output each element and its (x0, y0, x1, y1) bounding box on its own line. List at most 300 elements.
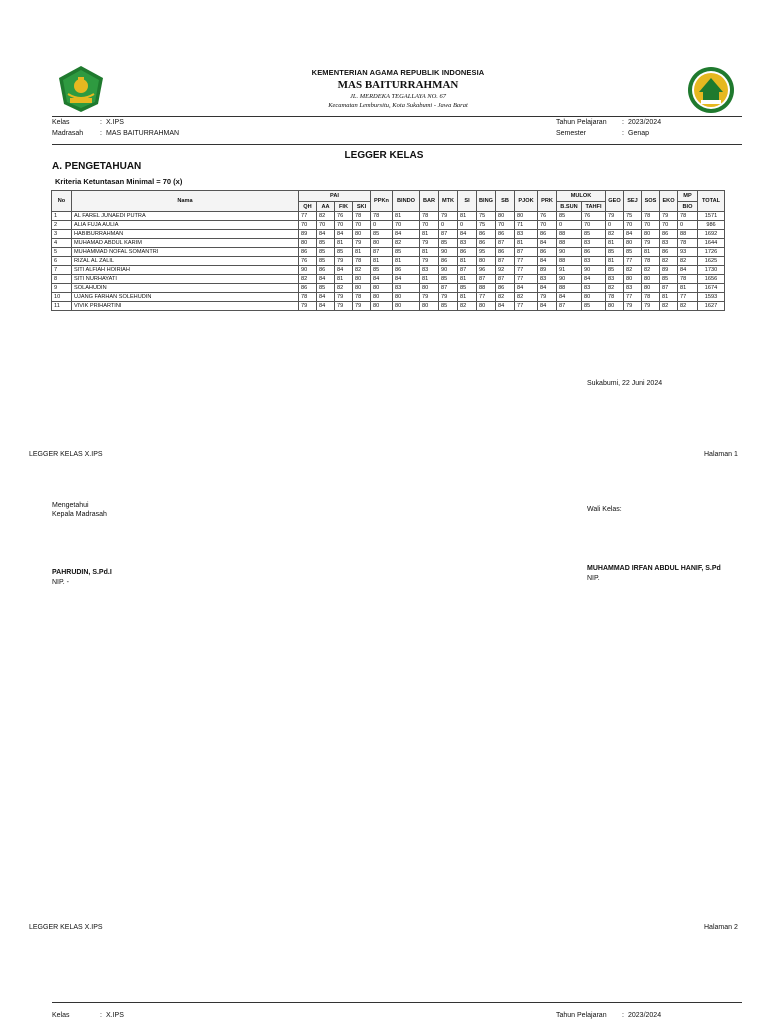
total-cell: 1625 (698, 257, 725, 266)
table-row (52, 257, 725, 266)
grade-cell: 90 (439, 248, 458, 257)
grade-cell: 85 (393, 248, 420, 257)
table-row (52, 221, 725, 230)
grade-cell: 84 (678, 266, 698, 275)
grade-cell: 81 (458, 257, 477, 266)
grade-cell: 82 (299, 275, 317, 284)
date-place: Sukabumi, 22 Juni 2024 (587, 380, 663, 387)
student-name: AL FAREL JUNAEDI PUTRA (72, 212, 299, 221)
madrasah-label: Madrasah (52, 130, 84, 137)
table-row (52, 302, 725, 311)
grade-cell: 70 (335, 221, 353, 230)
kelas-sep: : (100, 119, 102, 126)
grade-cell: 76 (582, 212, 606, 221)
grade-cell: 82 (606, 284, 624, 293)
grade-cell: 78 (371, 212, 393, 221)
footer-left-1: LEGGER KELAS X.IPS (29, 451, 103, 458)
grade-cell: 83 (582, 239, 606, 248)
grade-cell: 79 (642, 239, 660, 248)
grade-cell: 86 (477, 239, 496, 248)
grade-cell: 82 (642, 266, 660, 275)
grade-cell: 70 (538, 221, 557, 230)
kepala-label: Kepala Madrasah (52, 511, 107, 518)
grade-cell: 84 (582, 275, 606, 284)
grade-cell: 80 (371, 293, 393, 302)
grade-cell: 96 (477, 266, 496, 275)
grade-cell: 78 (353, 293, 371, 302)
grade-cell: 85 (624, 248, 642, 257)
header-rule (52, 116, 742, 117)
grade-cell: 70 (299, 221, 317, 230)
table-row (52, 212, 725, 221)
kkm-note: Kriteria Ketuntasan Minimal = 70 (x) (55, 177, 183, 186)
document-title: LEGGER KELAS (344, 150, 424, 161)
grade-cell: 78 (642, 293, 660, 302)
grade-cell: 77 (515, 266, 538, 275)
table-row (52, 266, 725, 275)
grade-cell: 84 (317, 302, 335, 311)
grade-cell: 0 (557, 221, 582, 230)
student-name: HABIBURRAHMAN (72, 230, 299, 239)
grade-cell: 85 (317, 284, 335, 293)
grade-cell: 87 (458, 266, 477, 275)
grade-cell: 85 (371, 230, 393, 239)
grade-cell: 87 (477, 275, 496, 284)
table-header-row (52, 191, 725, 202)
grade-cell: 81 (335, 239, 353, 248)
row-no: 2 (52, 221, 72, 230)
grade-cell: 88 (678, 230, 698, 239)
grade-cell: 80 (624, 275, 642, 284)
grade-cell: 87 (439, 284, 458, 293)
wali-name: MUHAMMAD IRFAN ABDUL HANIF, S.Pd (587, 565, 721, 572)
col-bindo: BINDO (393, 191, 420, 212)
grade-cell: 79 (606, 212, 624, 221)
grade-cell: 80 (420, 302, 439, 311)
grade-cell: 79 (420, 257, 439, 266)
row-no: 5 (52, 248, 72, 257)
total-cell: 1726 (698, 248, 725, 257)
col-bing: BING (477, 191, 496, 212)
grade-cell: 70 (660, 221, 678, 230)
grade-cell: 80 (371, 302, 393, 311)
grade-cell: 78 (299, 293, 317, 302)
grade-cell: 88 (557, 284, 582, 293)
grade-cell: 83 (660, 239, 678, 248)
semester-sep: : (622, 130, 624, 137)
grade-cell: 84 (538, 302, 557, 311)
col-total: TOTAL (698, 191, 725, 212)
grade-cell: 0 (458, 221, 477, 230)
col-mp: MP (678, 191, 698, 202)
footer-right-2: Halaman 2 (704, 924, 738, 931)
col-prk: PRK (538, 191, 557, 212)
col-sb: SB (496, 191, 515, 212)
grade-cell: 77 (477, 293, 496, 302)
grade-cell: 77 (624, 257, 642, 266)
total-cell: 1656 (698, 275, 725, 284)
grade-cell: 87 (557, 302, 582, 311)
col-no: No (52, 191, 72, 212)
grade-cell: 85 (317, 239, 335, 248)
kemenag-logo-icon (56, 64, 106, 114)
grade-cell: 70 (642, 221, 660, 230)
grade-cell: 70 (582, 221, 606, 230)
grade-cell: 83 (582, 284, 606, 293)
grade-cell: 82 (458, 302, 477, 311)
col-pai: PAI (299, 191, 371, 202)
grade-cell: 81 (393, 212, 420, 221)
col-sej: SEJ (624, 191, 642, 212)
grade-cell: 79 (299, 302, 317, 311)
grade-cell: 86 (660, 230, 678, 239)
grade-cell: 84 (538, 239, 557, 248)
page3-tahun-label: Tahun Pelajaran (556, 1012, 607, 1019)
grade-cell: 87 (371, 248, 393, 257)
grade-cell: 86 (299, 248, 317, 257)
grade-cell: 78 (606, 293, 624, 302)
grade-cell: 81 (458, 275, 477, 284)
grade-cell: 86 (496, 248, 515, 257)
grade-cell: 91 (557, 266, 582, 275)
semester-value: Genap (628, 130, 650, 137)
grade-cell: 85 (439, 239, 458, 248)
grade-cell: 83 (393, 284, 420, 293)
page3-kelas-label: Kelas (52, 1012, 70, 1019)
page3-tahun-sep: : (622, 1012, 624, 1019)
section-heading: A. PENGETAHUAN (52, 161, 142, 172)
letterhead (200, 68, 596, 109)
kelas-value: X.IPS (106, 119, 124, 126)
col-sos: SOS (642, 191, 660, 212)
grade-cell: 82 (606, 230, 624, 239)
tahun-sep: : (622, 119, 624, 126)
grade-cell: 90 (582, 266, 606, 275)
grade-cell: 86 (660, 248, 678, 257)
grade-cell: 83 (420, 266, 439, 275)
table-row (52, 284, 725, 293)
col-nama: Nama (72, 191, 299, 212)
grade-cell: 84 (557, 293, 582, 302)
grade-cell: 85 (606, 248, 624, 257)
grade-cell: 79 (353, 239, 371, 248)
table-row (52, 275, 725, 284)
total-cell: 1692 (698, 230, 725, 239)
grade-cell: 85 (439, 275, 458, 284)
grade-cell: 88 (557, 239, 582, 248)
grade-cell: 82 (624, 266, 642, 275)
col-fik: FIK (335, 202, 353, 212)
grade-cell: 88 (477, 284, 496, 293)
grade-cell: 86 (439, 257, 458, 266)
grade-cell: 84 (393, 230, 420, 239)
grade-cell: 80 (371, 284, 393, 293)
kepala-nip: NIP. - (52, 579, 69, 586)
grade-cell: 84 (515, 284, 538, 293)
grade-cell: 81 (353, 248, 371, 257)
grade-cell: 86 (393, 266, 420, 275)
grade-cell: 70 (393, 221, 420, 230)
total-cell: 986 (698, 221, 725, 230)
table-row (52, 293, 725, 302)
grade-cell: 84 (335, 230, 353, 239)
grade-cell: 85 (335, 248, 353, 257)
row-no: 11 (52, 302, 72, 311)
row-no: 4 (52, 239, 72, 248)
table-row (52, 230, 725, 239)
col-bar: BAR (420, 191, 439, 212)
table-row (52, 248, 725, 257)
grade-cell: 79 (335, 257, 353, 266)
grade-cell: 81 (393, 257, 420, 266)
grade-cell: 77 (515, 275, 538, 284)
grade-cell: 76 (335, 212, 353, 221)
grade-cell: 80 (515, 212, 538, 221)
grade-cell: 70 (353, 221, 371, 230)
grade-cell: 86 (538, 248, 557, 257)
wali-nip: NIP. (587, 575, 600, 582)
grade-cell: 81 (642, 248, 660, 257)
grade-cell: 86 (317, 266, 335, 275)
grade-cell: 79 (420, 239, 439, 248)
grade-cell: 80 (299, 239, 317, 248)
grade-cell: 86 (477, 230, 496, 239)
student-name: UJANG FARHAN SOLEHUDIN (72, 293, 299, 302)
grade-cell: 78 (678, 239, 698, 248)
row-no: 7 (52, 266, 72, 275)
grade-cell: 85 (582, 302, 606, 311)
mengetahui-label: Mengetahui (52, 502, 89, 509)
student-name: SITI NURHAYATI (72, 275, 299, 284)
grade-cell: 81 (420, 275, 439, 284)
grade-cell: 88 (557, 257, 582, 266)
grade-cell: 80 (477, 302, 496, 311)
grade-cell: 79 (624, 302, 642, 311)
row-no: 1 (52, 212, 72, 221)
school-name: MAS BAITURRAHMAN (337, 79, 459, 91)
madrasah-sep: : (100, 130, 102, 137)
grade-cell: 80 (353, 275, 371, 284)
grade-cell: 80 (624, 239, 642, 248)
grade-cell: 85 (582, 230, 606, 239)
grade-cell: 82 (515, 293, 538, 302)
grade-cell: 84 (371, 275, 393, 284)
student-name: MUHAMAD ABDUL KARIM (72, 239, 299, 248)
grade-cell: 81 (458, 212, 477, 221)
grade-cell: 87 (515, 248, 538, 257)
page3-kelas-sep: : (100, 1012, 102, 1019)
grade-cell: 80 (642, 275, 660, 284)
grade-cell: 80 (393, 302, 420, 311)
grade-cell: 80 (371, 239, 393, 248)
grade-cell: 81 (606, 239, 624, 248)
row-no: 10 (52, 293, 72, 302)
grade-cell: 80 (353, 230, 371, 239)
col-ski: SKI (353, 202, 371, 212)
total-cell: 1627 (698, 302, 725, 311)
grade-cell: 83 (582, 257, 606, 266)
student-name: SITI ALFIAH HOIRIAH (72, 266, 299, 275)
grade-cell: 0 (606, 221, 624, 230)
footer-left-2: LEGGER KELAS X.IPS (29, 924, 103, 931)
col-geo: GEO (606, 191, 624, 212)
col-si: SI (458, 191, 477, 212)
school-district: Kecamatan Lembursitu, Kota Sukabumi - Jawa Barat (328, 102, 468, 109)
grade-cell: 75 (477, 212, 496, 221)
grade-cell: 88 (557, 230, 582, 239)
grade-cell: 86 (496, 284, 515, 293)
grade-cell: 93 (678, 248, 698, 257)
grade-cell: 85 (439, 302, 458, 311)
grade-cell: 82 (335, 284, 353, 293)
grade-cell: 79 (439, 212, 458, 221)
kepala-name: PAHRUDIN, S.Pd.I (52, 569, 112, 576)
grade-cell: 77 (624, 293, 642, 302)
grade-cell: 82 (353, 266, 371, 275)
grade-cell: 86 (496, 230, 515, 239)
student-name: ALIA FUJA AULIA (72, 221, 299, 230)
grade-cell: 86 (538, 230, 557, 239)
grade-cell: 77 (515, 302, 538, 311)
total-cell: 1674 (698, 284, 725, 293)
total-cell: 1571 (698, 212, 725, 221)
school-seal-icon (687, 66, 735, 114)
grade-cell: 79 (538, 293, 557, 302)
semester-label: Semester (556, 130, 586, 137)
grade-cell: 80 (477, 257, 496, 266)
grade-cell: 76 (299, 257, 317, 266)
grade-cell: 86 (582, 248, 606, 257)
grade-cell: 85 (317, 248, 335, 257)
grade-cell: 84 (317, 275, 335, 284)
table-body (52, 212, 725, 311)
grade-cell: 84 (317, 293, 335, 302)
grade-cell: 83 (624, 284, 642, 293)
grade-cell: 89 (660, 266, 678, 275)
grade-cell: 89 (538, 266, 557, 275)
grade-cell: 78 (678, 275, 698, 284)
col-ppkn: PPKn (371, 191, 393, 212)
kelas-label: Kelas (52, 119, 70, 126)
school-address: JL. MERDEKA TEGALLAYA NO. 67 (349, 93, 447, 100)
grade-cell: 89 (299, 230, 317, 239)
grade-cell: 83 (538, 275, 557, 284)
grade-cell: 79 (353, 302, 371, 311)
grade-cell: 76 (538, 212, 557, 221)
grade-cell: 82 (317, 212, 335, 221)
grade-cell: 84 (538, 284, 557, 293)
grade-cell: 80 (642, 230, 660, 239)
grade-cell: 78 (353, 212, 371, 221)
grade-cell: 90 (439, 266, 458, 275)
grade-cell: 83 (515, 230, 538, 239)
row-no: 6 (52, 257, 72, 266)
grade-cell: 0 (678, 221, 698, 230)
grade-cell: 70 (624, 221, 642, 230)
page3-tahun-value: 2023/2024 (628, 1012, 662, 1019)
grade-cell: 84 (317, 230, 335, 239)
grade-cell: 78 (642, 212, 660, 221)
col-mulok: MULOK (557, 191, 606, 202)
col-tahfi: TAHFI (582, 202, 606, 212)
grade-cell: 85 (317, 257, 335, 266)
grade-cell: 78 (678, 212, 698, 221)
grade-cell: 90 (299, 266, 317, 275)
student-name: RIZAL AL ZALIL (72, 257, 299, 266)
grade-cell: 87 (496, 239, 515, 248)
grade-cell: 79 (642, 302, 660, 311)
grade-cell: 81 (515, 239, 538, 248)
grade-cell: 80 (642, 284, 660, 293)
grade-cell: 0 (439, 221, 458, 230)
col-aa: AA (317, 202, 335, 212)
grade-cell: 70 (420, 221, 439, 230)
grade-cell: 81 (420, 230, 439, 239)
grade-cell: 81 (660, 293, 678, 302)
grade-cell: 75 (477, 221, 496, 230)
total-cell: 1644 (698, 239, 725, 248)
grade-cell: 70 (496, 221, 515, 230)
row-no: 3 (52, 230, 72, 239)
grade-cell: 90 (557, 275, 582, 284)
grade-cell: 77 (299, 212, 317, 221)
grade-cell: 82 (496, 293, 515, 302)
grade-cell: 79 (335, 302, 353, 311)
student-name: MUHAMMAD NOFAL SOMANTRI (72, 248, 299, 257)
total-cell: 1730 (698, 266, 725, 275)
col-qh: QH (299, 202, 317, 212)
meta-rule (52, 144, 742, 145)
grade-cell: 90 (557, 248, 582, 257)
col-mtk: MTK (439, 191, 458, 212)
grade-cell: 95 (477, 248, 496, 257)
grade-cell: 70 (317, 221, 335, 230)
grade-cell: 84 (624, 230, 642, 239)
table-row (52, 239, 725, 248)
grade-cell: 77 (515, 257, 538, 266)
grade-cell: 75 (624, 212, 642, 221)
class-meta (52, 119, 752, 141)
grade-cell: 0 (371, 221, 393, 230)
grade-cell: 80 (496, 212, 515, 221)
student-name: VIVIK PRIHARTINI (72, 302, 299, 311)
col-bio: BIO (678, 202, 698, 212)
grade-cell: 81 (371, 257, 393, 266)
grade-cell: 86 (458, 248, 477, 257)
grade-cell: 81 (678, 284, 698, 293)
grade-cell: 80 (393, 293, 420, 302)
grade-cell: 83 (606, 275, 624, 284)
ministry-name: KEMENTERIAN AGAMA REPUBLIK INDONESIA (311, 68, 485, 77)
grade-cell: 87 (496, 257, 515, 266)
grade-cell: 84 (496, 302, 515, 311)
tahun-label: Tahun Pelajaran (556, 119, 607, 126)
grade-cell: 92 (496, 266, 515, 275)
grade-cell: 87 (439, 230, 458, 239)
col-bsun: B.SUN (557, 202, 582, 212)
grade-cell: 78 (353, 257, 371, 266)
grade-cell: 81 (420, 248, 439, 257)
tahun-value: 2023/2024 (628, 119, 662, 126)
grade-cell: 84 (538, 257, 557, 266)
grade-cell: 81 (458, 293, 477, 302)
grade-cell: 79 (439, 293, 458, 302)
grade-cell: 82 (678, 257, 698, 266)
row-no: 9 (52, 284, 72, 293)
wali-label: Wali Kelas: (587, 506, 622, 513)
grade-cell: 83 (458, 239, 477, 248)
grade-cell: 82 (678, 302, 698, 311)
